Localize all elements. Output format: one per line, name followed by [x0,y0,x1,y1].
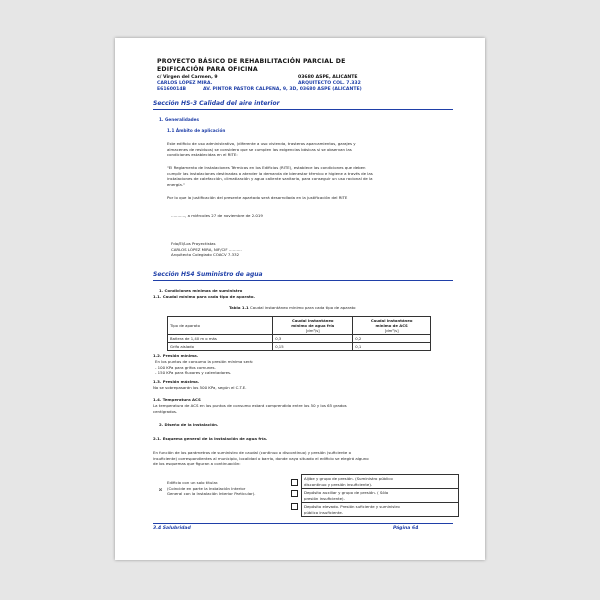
presion-minima-text: En los puntos de consumo la presión mínima será: - 100 KPa para grifos comunes. - 150 KPa para fluxores y calentadores. [155,359,254,375]
col-acs: Caudal instantáneo mínimo de ACS [dm³/s] [353,317,431,335]
option-single-owner: Edificio con un solo titular. (Coincide en parte la Instalación Interior General con la Instalación Interior Particular). [167,480,256,496]
esquema-text: En función de los parámetros de suministro de caudal (continuo o discontinuo) y presión (suficiente o insuficiente) correspondientes al municipio, localidad o barrio, donde vaya situado el edificio se elegirá alguno de los esquemas que figuran a continuación: [153,450,369,466]
footer-section: 3.4 Salubridad [153,526,191,531]
subsection-generalidades: 1. Generalidades [159,117,199,122]
paragraph-justificacion: Por lo que la justificación del presente apartado será desarrollada en la justificación del RITE [167,195,348,200]
footer-divider [153,523,453,524]
options-box [301,474,459,517]
heading-esquema: 2.1. Esquema general de la instalación de agua fría. [153,436,268,441]
table-caption: Tabla 1.1 Caudal instantáneo mínimo para cada tipo de aparato [229,305,356,310]
heading-condiciones: 1. Condiciones mínimas de suministro [159,288,243,293]
table-row: Bañera de 1,40 m o más 0,3 0,2 [168,335,431,343]
option-deposito-elevado-checkbox[interactable] [291,503,298,510]
col-agua-fria: Caudal instantáneo mínimo de agua fría [dm³/s] [273,317,353,335]
heading-caudal-minimo: 1.1. Caudal mínimo para cada tipo de aparato. [153,294,256,299]
author-ref: E6160014B [157,87,187,92]
author: CARLOS LÓPEZ MIRA. [157,81,213,86]
col-tipo-aparato: Tipo de aparato [168,317,273,335]
subsection-ambito: 1.1 Ámbito de aplicación [167,128,226,133]
presion-maxima-text: No se sobrepasarán los 500 KPa, según el C.T.E. [153,385,247,390]
project-title [157,58,457,74]
option-single-owner-checkbox[interactable]: ☒ [158,487,163,492]
date-line: ……….., a miércoles 27 de noviembre de 2.019 [171,213,263,218]
address: c/ Virgen del Carmen, 9 [157,75,218,80]
section-divider [153,280,453,281]
table-row: Grifo aislado 0,15 0,1 [168,343,431,351]
heading-presion-minima: 1.2. Presión mínima. [153,353,199,358]
heading-temperatura-acs: 1.4. Temperatura ACS [153,397,201,402]
paragraph-rite: "El Reglamento de Instalaciones Térmicas en los Edificios (RITE), establece las condiciones que deben cumplir las instalaciones destinadas a atender la demanda de bienestar térmico e higiene a través de las instalaciones de calefacción, climatización y agua caliente sanitaria, para conseguir un uso racional de la energía." [167,165,373,187]
paragraph-uso: Este edificio de uso administrativo, (diferente a uso vivienda, trasteros aparcamientos, garajes y almacenes de residuos) se considera que se cumplen las exigencias básicas si se observan las condiciones establecidas en el RITE: [167,141,356,157]
footer-page-number: Página 64 [393,526,419,531]
option-aljibe-checkbox[interactable] [291,479,298,486]
option-aljibe: Aljibe y grupo de presión. (Suministro público discontinuo y presión insuficiente). [302,475,458,489]
title-line-2: EDIFICACIÓN PARA OFICINA [157,66,258,73]
heading-diseno: 2. Diseño de la instalación. [159,422,219,427]
heading-presion-maxima: 1.3. Presión máxima. [153,379,200,384]
caudal-table [167,316,431,351]
author-address: AV. PINTOR PASTOR CALPENA, 9, 3D, 03680 ASPE (ALICANTE) [203,87,362,92]
option-deposito-auxiliar-checkbox[interactable] [291,490,298,497]
document-page [115,38,485,560]
option-deposito-elevado: Depósito elevado. Presión suficiente y suministro público insuficiente. [304,504,400,515]
section-hs3-heading: Sección HS-3 Calidad del aire interior [153,100,280,107]
title-line-1: PROYECTO BÁSICO DE REHABILITACIÓN PARCIAL DE [157,58,346,65]
temperatura-acs-text: La temperatura de ACS en los puntos de consumo estará comprendida entre los 50 y los 65 grados centígrados. [153,403,347,414]
city: 03680 ASPE, ALICANTE [298,75,358,80]
option-deposito-auxiliar: Depósito auxiliar y grupo de presión. ( Sólo presión insuficiente). [302,489,458,503]
signature-block: Fdo/El/Los Proyectistas CARLOS LÓPEZ MIRA, NIF/CIF ………. Arquitecto Colegiado COACV 7.332 [171,241,242,257]
table-header-row [168,317,431,335]
author-title: ARQUITECTO COL. 7.332 [298,81,361,86]
section-hs4-heading: Sección HS4 Suministro de agua [153,271,263,278]
section-divider [153,109,453,110]
